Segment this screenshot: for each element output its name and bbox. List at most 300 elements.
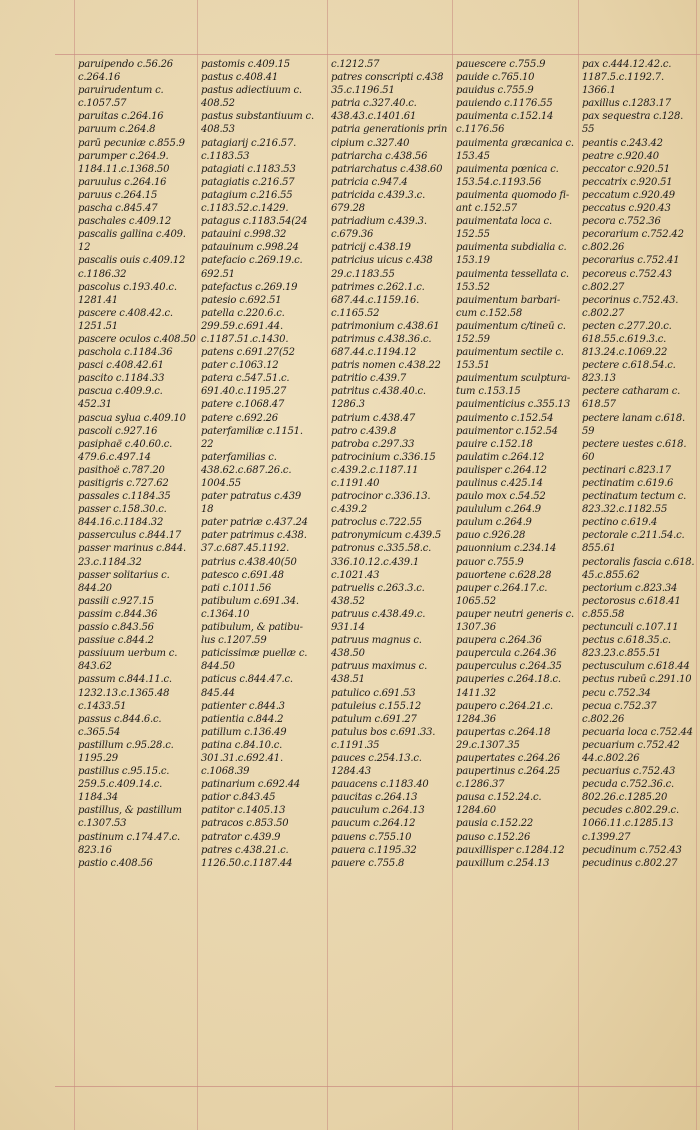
index-entry: 153.19 (456, 255, 490, 267)
index-entry: 855.61 (582, 543, 616, 555)
index-entry: patronymicum c.439.5 (331, 530, 442, 542)
index-entry: peccator c.920.51 (582, 163, 670, 175)
index-entry: 845.44 (201, 687, 235, 699)
index-entry: patitor c.1405.13 (201, 805, 286, 817)
index-entry: pectorosus c.618.41 (582, 595, 681, 607)
index-entry: c.264.16 (78, 72, 121, 84)
index-entry: 29.c.1307.35 (456, 739, 520, 751)
index-entry: 1284.36 (456, 713, 496, 725)
index-entry: pauera c.1195.32 (331, 844, 417, 856)
index-entry: patruus maximus c. (331, 661, 428, 673)
index-entry: pastus adiectiuum c. (201, 85, 302, 97)
index-entry: 692.51 (201, 268, 235, 280)
index-entry: 1126.50.c.1187.44 (201, 857, 293, 869)
index-entry: 823.16 (78, 844, 112, 856)
index-entry: patricij c.438.19 (331, 242, 411, 254)
index-entry: passiuum uerbum c. (78, 648, 178, 660)
index-entry: pastillum c.95.28.c. (78, 739, 174, 751)
index-entry: pausa c.152.24.c. (456, 792, 542, 804)
index-entry: pectoralis fascia c.618. (582, 556, 695, 568)
index-entry: pasci c.408.42.61 (78, 360, 164, 372)
index-entry: pecuarius c.752.43 (582, 766, 676, 778)
index-entry: pecorarium c.752.42 (582, 229, 684, 241)
index-entry: pauo c.926.28 (456, 530, 526, 542)
index-entry: pauso c.152.26 (456, 831, 531, 843)
index-entry: paupera c.264.36 (456, 635, 542, 647)
index-entry: pecu c.752.34 (582, 687, 651, 699)
index-entry: pasiphaë c.40.60.c. (78, 438, 173, 450)
index-entry: patere c.1068.47 (201, 399, 285, 411)
index-entry: pascalis gallina c.409. (78, 229, 186, 241)
index-column-1 (78, 58, 196, 870)
index-entry: patriarchatus c.438.60 (331, 163, 443, 175)
index-entry: pecoreus c.752.43 (582, 268, 672, 280)
index-column-5 (582, 58, 698, 870)
index-entry: 844.20 (78, 582, 112, 594)
index-entry: 813.24.c.1069.22 (582, 347, 668, 359)
column-rule (197, 0, 198, 1130)
index-entry: 1411.32 (456, 687, 496, 699)
index-entry: pauculum c.264.13 (331, 805, 425, 817)
index-entry: paulatim c.264.12 (456, 451, 545, 463)
index-entry: 22 (201, 438, 214, 450)
index-entry: patauini c.998.32 (201, 229, 287, 241)
index-entry: pecudes c.802.29.c. (582, 805, 679, 817)
index-entry: pascere oculos c.408.50 (78, 333, 196, 345)
index-entry: 618.55.c.619.3.c. (582, 333, 667, 345)
index-entry: pascua c.409.9.c. (78, 386, 163, 398)
index-entry: c.1165.52 (331, 307, 380, 319)
index-entry: pauimentor c.152.54 (456, 425, 558, 437)
index-entry: parumper c.264.9. (78, 150, 169, 162)
index-entry: paterfamiliæ c.1151. (201, 425, 303, 437)
index-entry: patella c.220.6.c. (201, 307, 285, 319)
index-entry: paterfamilias c. (201, 451, 277, 463)
index-entry: pauidus c.755.9 (456, 85, 534, 97)
index-entry: pauimento c.152.54 (456, 412, 554, 424)
index-entry: pati c.1011.56 (201, 582, 272, 594)
index-entry: 336.10.12.c.439.1 (331, 556, 420, 568)
index-entry: patagium c.216.55 (201, 189, 293, 201)
index-entry: pascere c.408.42.c. (78, 307, 173, 319)
index-entry: paxillus c.1283.17 (582, 98, 671, 110)
index-entry: c.1183.52.c.1429. (201, 203, 289, 215)
index-entry: paschola c.1184.36 (78, 347, 173, 359)
index-entry: c.1068.39 (201, 766, 250, 778)
index-entry: pascoli c.927.16 (78, 425, 158, 437)
index-entry: 45.c.855.62 (582, 569, 640, 581)
index-entry: patefactus c.269.19 (201, 281, 298, 293)
index-entry: paupercula c.264.36 (456, 648, 557, 660)
index-entry: 152.55 (456, 229, 490, 241)
index-entry: 259.5.c.409.14.c. (78, 779, 163, 791)
index-entry: 152.59 (456, 333, 490, 345)
index-entry: 153.54.c.1193.56 (456, 176, 542, 188)
index-entry: 1065.52 (456, 595, 496, 607)
index-entry: 60 (582, 451, 595, 463)
index-entry: 1184.34 (78, 792, 118, 804)
index-entry: passim c.844.36 (78, 608, 158, 620)
index-entry: patere c.692.26 (201, 412, 278, 424)
index-entry: 802.26.c.1285.20 (582, 792, 668, 804)
index-entry: 823.13 (582, 373, 616, 385)
index-entry: 1195.29 (78, 752, 118, 764)
index-entry: passales c.1184.35 (78, 491, 171, 503)
index-entry: 1307.36 (456, 622, 496, 634)
index-entry: patrius c.438.40(50 (201, 556, 297, 568)
index-entry: passum c.844.11.c. (78, 674, 172, 686)
index-entry: c.1186.32 (78, 268, 127, 280)
index-entry: 452.31 (78, 399, 112, 411)
index-entry: 301.31.c.692.41. (201, 752, 283, 764)
index-entry: pastio c.408.56 (78, 857, 153, 869)
index-entry: patronus c.335.58.c. (331, 543, 432, 555)
index-entry: pax sequestra c.128. (582, 111, 684, 123)
index-entry: pauimenta quomodo fi- (456, 189, 570, 201)
index-entry: 1251.51 (78, 320, 118, 332)
index-entry: pecudinus c.802.27 (582, 857, 678, 869)
index-entry: patagus c.1183.54(24 (201, 216, 308, 228)
index-entry: pauces c.254.13.c. (331, 752, 422, 764)
index-entry: 1286.3 (331, 399, 365, 411)
index-entry: 1184.11.c.1368.50 (78, 163, 170, 175)
index-entry: pauimenta c.152.14 (456, 111, 554, 123)
index-entry: 153.52 (456, 281, 490, 293)
index-entry: pectorale c.211.54.c. (582, 530, 685, 542)
index-entry: pauper neutri generis c. (456, 608, 575, 620)
index-entry: 408.52 (201, 98, 235, 110)
top-rule (55, 54, 700, 55)
index-entry: 438.62.c.687.26.c. (201, 464, 292, 476)
index-entry: paucum c.264.12 (331, 818, 416, 830)
index-entry: 1004.55 (201, 478, 241, 489)
index-entry: peccatus c.920.43 (582, 203, 671, 215)
index-entry: passus c.844.6.c. (78, 713, 162, 725)
index-entry: patres conscripti c.438 (331, 72, 444, 84)
index-entry: pauens c.755.10 (331, 831, 412, 843)
index-entry: c.802.26 (582, 242, 625, 254)
index-entry: paupero c.264.21.c. (456, 700, 554, 712)
index-entry: c.1307.53 (78, 818, 127, 830)
index-entry: 1281.41 (78, 294, 118, 306)
index-entry: 18 (201, 504, 214, 516)
index-entry: paticus c.844.47.c. (201, 674, 293, 686)
index-entry: c.1191.35 (331, 739, 380, 751)
index-entry: paupertinus c.264.25 (456, 766, 561, 778)
index-entry: pauper c.264.17.c. (456, 582, 548, 594)
index-entry: pascua sylua c.409.10 (78, 412, 186, 424)
index-entry: pascito c.1184.33 (78, 373, 165, 385)
index-entry: patesco c.691.48 (201, 569, 284, 581)
index-entry: pauxillum c.254.13 (456, 857, 550, 869)
index-entry: c.439.2 (331, 504, 368, 516)
index-entry: pauere c.755.8 (331, 857, 405, 869)
index-entry: 1066.11.c.1285.13 (582, 818, 674, 830)
index-entry: pectunculi c.107.11 (582, 622, 679, 634)
column-rule (578, 0, 579, 1130)
index-entry: pascalis ouis c.409.12 (78, 255, 186, 267)
index-entry: patibulum c.691.34. (201, 595, 299, 607)
index-entry: pasithoë c.787.20 (78, 464, 165, 476)
index-entry: pauimenticius c.355.13 (456, 399, 570, 411)
index-entry: c.802.26 (582, 713, 625, 725)
index-entry: 823.23.c.855.51 (582, 648, 661, 660)
index-entry: patina c.84.10.c. (201, 739, 283, 751)
index-entry: pectusculum c.618.44 (582, 661, 690, 673)
index-entry: patria c.327.40.c. (331, 98, 417, 110)
index-entry: passio c.843.56 (78, 622, 154, 634)
index-column-4 (456, 58, 577, 870)
index-entry: pauimenta tessellata c. (456, 268, 569, 280)
index-entry: 29.c.1183.55 (331, 268, 395, 280)
index-column-3 (331, 58, 451, 870)
index-entry: patienter c.844.3 (201, 700, 285, 712)
index-entry: pectorium c.823.34 (582, 582, 678, 594)
index-entry: 153.45 (456, 150, 490, 162)
index-entry: 687.44.c.1159.16. (331, 294, 420, 306)
index-entry: 55 (582, 124, 595, 136)
index-entry: pater patriæ c.437.24 (201, 517, 308, 529)
index-entry: patuleius c.155.12 (331, 700, 422, 712)
index-entry: 844.50 (201, 661, 235, 673)
index-entry: passer solitarius c. (78, 569, 170, 581)
index-entry: pauimentum barbari- (456, 294, 561, 306)
index-entry: patro c.439.8 (331, 425, 397, 437)
index-entry: 843.62 (78, 661, 112, 673)
index-entry: paupertates c.264.26 (456, 752, 560, 764)
index-entry: patefacio c.269.19.c. (201, 255, 303, 267)
index-entry: paulum c.264.9 (456, 517, 532, 529)
index-column-2 (201, 58, 326, 870)
index-entry: patres c.438.21.c. (201, 844, 289, 856)
index-entry: parū pecuniæ c.855.9 (78, 137, 185, 149)
index-entry: 23.c.1184.32 (78, 556, 142, 568)
index-entry: patritus c.438.40.c. (331, 386, 426, 398)
index-entry: paruum c.264.8 (78, 124, 156, 136)
index-entry: patriarcha c.438.56 (331, 150, 428, 162)
index-entry: 844.16.c.1184.32 (78, 517, 164, 529)
index-entry: passerculus c.844.17 (78, 530, 182, 542)
index-entry: paulo mox c.54.52 (456, 491, 546, 503)
index-entry: 1187.5.c.1192.7. (582, 72, 664, 84)
index-entry: patricia c.947.4 (331, 176, 408, 188)
index-entry: pauperies c.264.18.c. (456, 674, 561, 686)
index-entry: pauide c.765.10 (456, 72, 535, 84)
index-entry: patriadium c.439.3. (331, 216, 427, 228)
index-entry: pauire c.152.18 (456, 438, 533, 450)
index-entry: pater patrimus c.438. (201, 530, 307, 542)
index-entry: 687.44.c.1194.12 (331, 347, 417, 359)
index-entry: patrocinium c.336.15 (331, 451, 436, 463)
index-entry: c.1187.51.c.1430. (201, 333, 289, 345)
index-entry: peccatum c.920.49 (582, 189, 675, 201)
index-entry: pecua c.752.37 (582, 700, 657, 712)
index-entry: patroclus c.722.55 (331, 517, 422, 529)
index-entry: c.1191.40 (331, 478, 380, 489)
index-entry: pecten c.277.20.c. (582, 320, 672, 332)
index-entry: 44.c.802.26 (582, 752, 640, 764)
index-entry: pauonnium c.234.14 (456, 543, 557, 555)
index-entry: patris nomen c.438.22 (331, 360, 441, 372)
index-entry: pectere uestes c.618. (582, 438, 687, 450)
index-entry: patrimonium c.438.61 (331, 320, 440, 332)
index-entry: c.1364.10 (201, 608, 250, 620)
index-entry: pauimentum c/tineū c. (456, 320, 566, 332)
index-entry: patrimus c.438.36.c. (331, 333, 432, 345)
index-entry: pectinari c.823.17 (582, 464, 671, 476)
index-entry: paulinus c.425.14 (456, 478, 543, 489)
column-rule (327, 0, 328, 1130)
index-entry: passili c.927.15 (78, 595, 154, 607)
index-entry: paruus c.264.15 (78, 189, 158, 201)
index-entry: pecorarius c.752.41 (582, 255, 680, 267)
index-entry: 438.50 (331, 648, 365, 660)
index-entry: pauimentum sculptura- (456, 373, 571, 385)
index-entry: pastillus c.95.15.c. (78, 766, 170, 778)
index-entry: patauinum c.998.24 (201, 242, 299, 254)
index-entry: patria generationis prin (331, 124, 448, 136)
index-entry: patritio c.439.7 (331, 373, 406, 385)
index-entry: c.1183.53 (201, 150, 250, 162)
index-entry: 438.51 (331, 674, 365, 686)
index-entry: pauimenta pœnica c. (456, 163, 559, 175)
index-entry: 35.c.1196.51 (331, 85, 395, 97)
index-entry: pauortene c.628.28 (456, 569, 552, 581)
column-rule (74, 0, 75, 1130)
index-entry: pastinum c.174.47.c. (78, 831, 180, 843)
index-entry: c.1021.43 (331, 569, 380, 581)
index-entry: patulum c.691.27 (331, 713, 417, 725)
index-entry: patagiati c.1183.53 (201, 163, 296, 175)
index-entry: passer marinus c.844. (78, 543, 186, 555)
index-entry: 679.28 (331, 203, 365, 215)
index-entry: paulisper c.264.12 (456, 464, 547, 476)
index-entry: patientia c.844.2 (201, 713, 284, 725)
index-entry: patruus magnus c. (331, 635, 422, 647)
index-entry: patinarium c.692.44 (201, 779, 301, 791)
index-entry: pecora c.752.36 (582, 216, 661, 228)
index-entry: patruus c.438.49.c. (331, 608, 426, 620)
index-entry: c.802.27 (582, 281, 625, 293)
index-entry: 37.c.687.45.1192. (201, 543, 290, 555)
index-entry: pectere c.618.54.c. (582, 360, 676, 372)
index-entry: pectus rubeū c.291.10 (582, 674, 692, 686)
index-entry: paupertas c.264.18 (456, 726, 551, 738)
index-entry: pax c.444.12.42.c. (582, 59, 672, 70)
bottom-rule (55, 1086, 700, 1087)
index-entry: pascolus c.193.40.c. (78, 281, 177, 293)
index-entry: patroba c.297.33 (331, 438, 415, 450)
index-entry: pecorinus c.752.43. (582, 294, 679, 306)
index-entry: peatre c.920.40 (582, 150, 659, 162)
index-entry: c.679.36 (331, 229, 374, 241)
index-entry: 59 (582, 425, 595, 437)
index-entry: patera c.547.51.c. (201, 373, 290, 385)
index-entry: paruirudentum c. (78, 85, 164, 97)
index-entry: patagiatis c.216.57 (201, 176, 295, 188)
index-entry: pausia c.152.22 (456, 818, 534, 830)
index-entry: c.365.54 (78, 726, 121, 738)
index-entry: c.1057.57 (78, 98, 127, 110)
index-entry: pauperculus c.264.35 (456, 661, 562, 673)
index-entry: pecuarium c.752.42 (582, 739, 680, 751)
column-rule (452, 0, 453, 1130)
index-entry: 823.32.c.1182.55 (582, 504, 668, 516)
index-entry: pectere catharam c. (582, 386, 681, 398)
index-entry: pasitigris c.727.62 (78, 478, 169, 489)
index-entry: pectino c.619.4 (582, 517, 658, 529)
index-entry: pauxillisper c.1284.12 (456, 844, 565, 856)
index-entry: passiue c.844.2 (78, 635, 154, 647)
index-entry: c.1286.37 (456, 779, 505, 791)
index-entry: patrimes c.262.1.c. (331, 281, 425, 293)
index-entry: patior c.843.45 (201, 792, 276, 804)
index-entry: pectinatim c.619.6 (582, 478, 674, 489)
index-entry: 438.52 (331, 595, 365, 607)
index-entry: 1232.13.c.1365.48 (78, 687, 170, 699)
index-entry: 299.59.c.691.44. (201, 320, 283, 332)
index-entry: paruulus c.264.16 (78, 176, 167, 188)
index-entry: c.1399.27 (582, 831, 631, 843)
index-entry: pecuda c.752.36.c. (582, 779, 675, 791)
index-entry: patrium c.438.47 (331, 412, 416, 424)
index-entry: patruelis c.263.3.c. (331, 582, 425, 594)
index-entry: pectus c.618.35.c. (582, 635, 671, 647)
index-entry: c.855.58 (582, 608, 625, 620)
index-entry: paululum c.264.9 (456, 504, 541, 516)
index-entry: pastus substantiuum c. (201, 111, 314, 123)
index-entry: peantis c.243.42 (582, 137, 663, 149)
index-entry: c.802.27 (582, 307, 625, 319)
index-entry: pectere lanam c.618. (582, 412, 686, 424)
index-entry: 1284.60 (456, 805, 496, 817)
index-entry: patesio c.692.51 (201, 294, 282, 306)
index-entry: c.1176.56 (456, 124, 505, 136)
index-entry: pauimentum sectile c. (456, 347, 564, 359)
index-entry: c.1433.51 (78, 700, 127, 712)
index-entry: paucitas c.264.13 (331, 792, 418, 804)
index-entry: passer c.158.30.c. (78, 504, 167, 516)
index-entry: pauiendo c.1176.55 (456, 98, 553, 110)
index-entry: ant c.152.57 (456, 203, 517, 215)
index-entry: 1284.43 (331, 766, 371, 778)
index-entry: patrocinor c.336.13. (331, 491, 431, 503)
index-entry: c.439.2.c.1187.11 (331, 464, 419, 476)
index-entry: pauacens c.1183.40 (331, 779, 429, 791)
index-entry: paruitas c.264.16 (78, 111, 164, 123)
index-entry: pater patratus c.439 (201, 491, 302, 503)
index-entry: patulus bos c.691.33. (331, 726, 436, 738)
index-entry: 931.14 (331, 622, 365, 634)
index-entry: 618.57 (582, 399, 616, 411)
index-entry: patulico c.691.53 (331, 687, 416, 699)
index-entry: pastillus, & pastillum (78, 805, 182, 817)
index-entry: 408.53 (201, 124, 235, 136)
index-entry: patrator c.439.9 (201, 831, 281, 843)
index-entry: pastus c.408.41 (201, 72, 279, 84)
index-entry: paschales c.409.12 (78, 216, 172, 228)
index-entry: 479.6.c.497.14 (78, 451, 151, 463)
index-entry: cipium c.327.40 (331, 137, 410, 149)
index-entry: pastomis c.409.15 (201, 59, 290, 70)
index-entry: patagiarij c.216.57. (201, 137, 297, 149)
index-entry: lus c.1207.59 (201, 635, 267, 647)
index-entry: pascha c.845.47 (78, 203, 158, 215)
index-entry: patracos c.853.50 (201, 818, 289, 830)
index-entry: tum c.153.15 (456, 386, 521, 398)
index-entry: 12 (78, 242, 91, 254)
index-entry: pecudinum c.752.43 (582, 844, 682, 856)
